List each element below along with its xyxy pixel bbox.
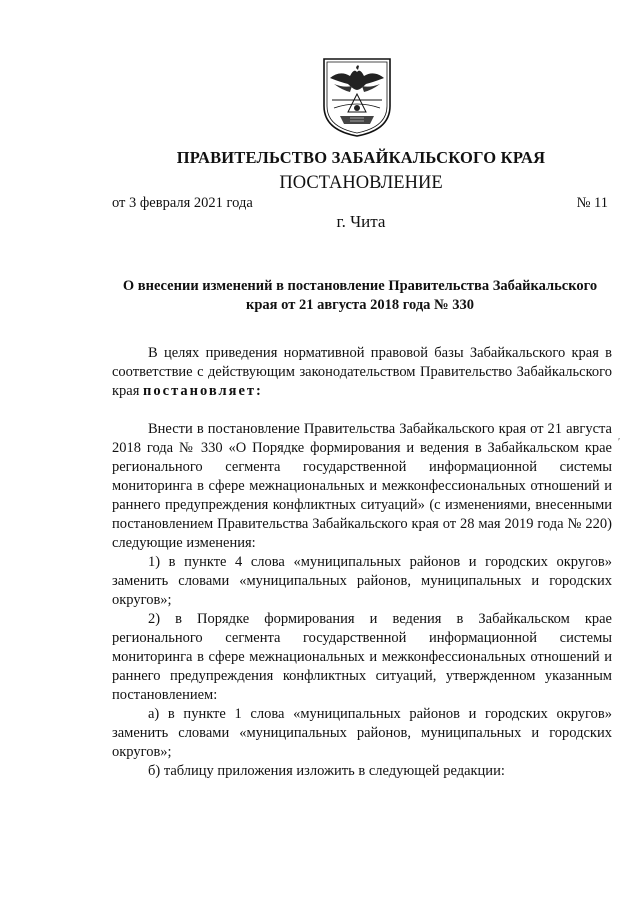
- margin-tick-mark: ′: [618, 437, 621, 448]
- document-subject: [110, 277, 610, 315]
- government-title: ПРАВИТЕЛЬСТВО ЗАБАЙКАЛЬСКОГО КРАЯ: [176, 148, 546, 167]
- document-number: № 11: [576, 195, 608, 211]
- document-type: ПОСТАНОВЛЕНИЕ: [279, 173, 443, 193]
- paragraph-item-2: 2) в Порядке формирования и ведения в Забайкальском крае регионального сегмента государственной информационной системы мониторинга в сфере межнациональных и межконфессиональных отношений и раннего предупреждения конфликтных ситуаций, утвержденном указанным постановлением:: [112, 611, 612, 703]
- paragraph-item-a: а) в пункте 1 слова «муниципальных районов и городских округов» заменить словами «муниципальных районов, муниципальных и городских округов»;: [112, 706, 612, 760]
- subject-line-1: О внесении изменений в постановление Правительства Забайкальского: [122, 278, 598, 294]
- paragraph-item-b: б) таблицу приложения изложить в следующей редакции:: [148, 763, 505, 779]
- paragraph-item-1: 1) в пункте 4 слова «муниципальных районов и городских округов» заменить словами «муниципальных районов, муниципальных и городских округов»;: [112, 554, 612, 608]
- coat-of-arms-emblem: [320, 56, 394, 138]
- document-date: от 3 февраля 2021 года: [112, 195, 253, 211]
- document-city: г. Чита: [336, 212, 386, 231]
- subject-line-2: края от 21 августа 2018 года № 330: [246, 297, 474, 313]
- resolves-word: постановляет:: [143, 383, 263, 399]
- document-body: [112, 344, 612, 781]
- paragraph-amendment-intro: Внести в постановление Правительства Забайкальского края от 21 августа 2018 года № 330 «О Порядке формирования и ведения в Забайкальском крае регионального сегмента государственной информационной системы мониторинга в сфере межнациональных и межконфессиональных отношений и раннего предупреждения конфликтных ситуаций» (с изменениями, внесенными постановлением Правительства Забайкальского края от 28 мая 2019 года № 220) следующие изменения:: [112, 421, 612, 551]
- preamble-paragraph: [112, 344, 612, 401]
- preamble-text: В целях приведения нормативной правовой базы Забайкальского края в соответствие с действующим законодательством Правительство Забайкальского края: [112, 345, 612, 399]
